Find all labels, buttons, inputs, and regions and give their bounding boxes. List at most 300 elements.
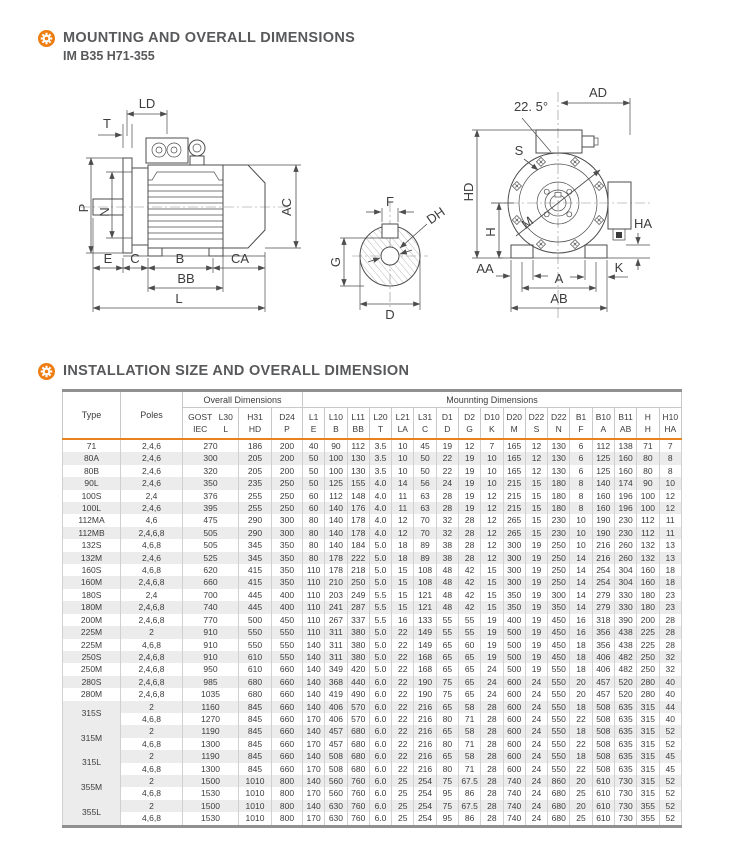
center-hole [381,247,399,265]
dim-value-cell: 15 [392,576,414,588]
type-cell: 315M [63,725,121,750]
dim-value-cell: 680 [347,725,369,737]
dim-value-cell: 63 [414,502,436,514]
dim-value-cell: 315 [637,750,659,762]
dim-value-cell: 28 [481,812,503,826]
dim-value-cell: 254 [414,812,436,826]
dim-value-cell: 38 [436,539,458,551]
table-row [63,663,682,675]
dim-value-cell: 15 [392,601,414,613]
dim-value-cell: 250 [548,539,570,551]
dim-value-cell: 600 [503,738,525,750]
table-row [63,614,682,626]
dim-value-cell: 680 [548,787,570,799]
dim-value-cell: 350 [272,564,303,576]
dim-value-cell: 65 [436,750,458,762]
dim-value-cell: 610 [239,651,272,663]
dim-value-cell: 80 [436,713,458,725]
dim-value-cell: 22 [392,750,414,762]
dim-value-cell: 304 [614,564,636,576]
dim-value-cell: 740 [503,775,525,787]
dim-value-cell: 140 [303,800,325,812]
dim-value-cell: 8 [570,502,592,514]
cooling-fins [148,185,223,239]
dim-value-cell: 1010 [239,787,272,799]
poles-cell: 4,6,8 [121,639,183,651]
dim-value-cell: 265 [503,527,525,539]
type-cell: 315L [63,750,121,775]
dim-value-cell: 740 [503,800,525,812]
dim-label-ad: AD [588,85,608,100]
dim-value-cell: 28 [481,787,503,799]
dim-value-cell: 15 [481,564,503,576]
terminal-box-front [536,130,582,153]
column-header: L1 E [303,408,325,440]
dim-value-cell: 19 [525,626,547,638]
dim-value-cell: 160 [592,490,614,502]
poles-cell: 2,4,6 [121,477,183,489]
dim-value-cell: 222 [347,552,369,564]
dim-value-cell: 52 [659,775,682,787]
dim-value-cell: 482 [614,663,636,675]
dim-value-cell: 910 [183,626,239,638]
dim-value-cell: 174 [614,477,636,489]
dim-label-n: N [97,207,112,217]
dim-value-cell: 600 [503,676,525,688]
dim-value-cell: 18 [659,564,682,576]
dim-value-cell: 910 [183,639,239,651]
dim-value-cell: 311 [325,651,347,663]
dim-value-cell: 170 [303,812,325,826]
dim-value-cell: 22 [392,701,414,713]
dim-value-cell: 660 [272,688,303,700]
dim-value-cell: 15 [481,589,503,601]
dim-value-cell: 19 [481,626,503,638]
l-column-labels: L30 L [218,412,233,434]
dim-value-cell: 457 [592,676,614,688]
dim-value-cell: 680 [239,676,272,688]
dim-value-cell: 32 [436,514,458,526]
dim-value-cell: 24 [525,763,547,775]
dim-value-cell: 178 [347,527,369,539]
dim-value-cell: 180 [637,601,659,613]
dim-value-cell: 1300 [183,763,239,775]
dim-value-cell: 10 [570,514,592,526]
dim-value-cell: 180 [548,477,570,489]
dim-value-cell: 11 [392,490,414,502]
dim-value-cell: 8 [659,465,682,477]
type-cell: 112MB [63,527,121,539]
dim-value-cell: 315 [637,775,659,787]
type-cell: 225M [63,626,121,638]
dim-value-cell: 28 [481,713,503,725]
dim-value-cell: 520 [614,688,636,700]
dim-value-cell: 52 [659,738,682,750]
dim-value-cell: 600 [503,763,525,775]
dim-value-cell: 110 [303,614,325,626]
dim-value-cell: 356 [592,626,614,638]
dim-value-cell: 89 [414,539,436,551]
dim-value-cell: 550 [548,713,570,725]
dim-value-cell: 24 [525,787,547,799]
dim-value-cell: 300 [503,539,525,551]
dim-value-cell: 32 [659,651,682,663]
dim-value-cell: 80 [303,552,325,564]
dim-value-cell: 112 [347,439,369,452]
dim-value-cell: 24 [525,750,547,762]
dim-value-cell: 315 [637,763,659,775]
dim-value-cell: 140 [303,651,325,663]
dim-value-cell: 5.0 [369,564,391,576]
dim-value-cell: 22 [392,651,414,663]
dim-value-cell: 1500 [183,800,239,812]
dim-value-cell: 760 [347,787,369,799]
poles-cell: 2,4 [121,490,183,502]
dim-value-cell: 18 [570,750,592,762]
dim-value-cell: 6.0 [369,775,391,787]
column-header: B11 AB [614,408,636,440]
dim-value-cell: 730 [614,812,636,826]
dim-value-cell: 28 [659,614,682,626]
dim-value-cell: 65 [458,663,480,675]
dim-value-cell: 215 [503,502,525,514]
dim-value-cell: 550 [548,738,570,750]
dim-value-cell: 12 [392,527,414,539]
dim-value-cell: 230 [614,514,636,526]
poles-cell: 2 [121,775,183,787]
dim-value-cell: 255 [239,490,272,502]
dim-value-cell: 65 [458,688,480,700]
column-header: D22 N [548,408,570,440]
dim-value-cell: 19 [481,639,503,651]
dim-value-cell: 149 [414,626,436,638]
right-foot [585,245,607,258]
dim-value-cell: 15 [525,502,547,514]
dim-value-cell: 13 [659,539,682,551]
dim-value-cell: 28 [659,626,682,638]
dim-value-cell: 260 [614,539,636,551]
dim-value-cell: 345 [239,539,272,551]
dim-value-cell: 660 [272,763,303,775]
poles-cell: 4,6,8 [121,539,183,551]
dim-value-cell: 6 [570,465,592,477]
dim-value-cell: 290 [239,527,272,539]
dim-value-cell: 110 [303,626,325,638]
dim-value-cell: 12 [525,439,547,452]
dim-value-cell: 110 [303,564,325,576]
dim-value-cell: 65 [458,676,480,688]
dim-value-cell: 80 [303,527,325,539]
dim-value-cell: 10 [481,452,503,464]
dim-value-cell: 216 [592,539,614,551]
dim-value-cell: 1010 [239,775,272,787]
dim-value-cell: 22 [570,738,592,750]
dim-value-cell: 28 [436,502,458,514]
dim-value-cell: 254 [414,800,436,812]
bolt-hole [536,157,545,166]
dim-value-cell: 1270 [183,713,239,725]
dim-value-cell: 14 [570,576,592,588]
dim-value-cell: 108 [414,564,436,576]
dim-value-cell: 660 [272,713,303,725]
dim-value-cell: 457 [325,738,347,750]
poles-cell: 2,4,6,8 [121,651,183,663]
dim-value-cell: 508 [592,725,614,737]
poles-cell: 2,4,6,8 [121,676,183,688]
dim-value-cell: 45 [659,763,682,775]
dim-value-cell: 349 [325,663,347,675]
dim-value-cell: 22 [392,676,414,688]
dimensions-table-container [62,389,682,828]
dim-value-cell: 65 [436,701,458,713]
dim-value-cell: 610 [592,800,614,812]
dim-value-cell: 18 [659,576,682,588]
dim-value-cell: 300 [503,576,525,588]
dim-value-cell: 80 [637,465,659,477]
dim-value-cell: 22 [392,688,414,700]
dim-value-cell: 1530 [183,787,239,799]
dim-value-cell: 318 [592,614,614,626]
dim-value-cell: 5.0 [369,552,391,564]
type-cell: 132M [63,552,121,564]
dim-value-cell: 6.0 [369,800,391,812]
dim-value-cell: 635 [614,713,636,725]
dim-value-cell: 5.0 [369,539,391,551]
dim-value-cell: 190 [414,688,436,700]
dim-value-cell: 4.0 [369,477,391,489]
dim-label-p: P [76,203,91,213]
dim-value-cell: 10 [392,452,414,464]
dim-value-cell: 50 [414,465,436,477]
dim-value-cell: 28 [481,701,503,713]
dim-label-ca: CA [230,251,250,266]
dim-value-cell: 300 [503,564,525,576]
dim-value-cell: 7 [481,439,503,452]
dim-value-cell: 132 [637,539,659,551]
dim-value-cell: 550 [272,651,303,663]
dim-value-cell: 52 [659,812,682,826]
column-header: L21 LA [392,408,414,440]
dim-value-cell: 24 [436,477,458,489]
dim-value-cell: 25 [392,787,414,799]
type-cell: 225M [63,639,121,651]
overall-dimensions-group-header: Overall Dimensions [183,391,303,408]
dim-value-cell: 250 [637,651,659,663]
dim-value-cell: 300 [183,452,239,464]
dim-value-cell: 140 [303,639,325,651]
poles-cell: 2,4,6,8 [121,663,183,675]
dim-value-cell: 376 [183,490,239,502]
dim-value-cell: 24 [525,688,547,700]
dim-value-cell: 12 [392,514,414,526]
dim-value-cell: 10 [392,439,414,452]
dim-value-cell: 3.5 [369,439,391,452]
dim-value-cell: 80 [303,539,325,551]
dim-value-cell: 16 [392,614,414,626]
dim-value-cell: 140 [303,663,325,675]
dim-value-cell: 140 [325,527,347,539]
poles-cell: 2,4,6 [121,439,183,452]
poles-cell: 2,4,6 [121,552,183,564]
dim-value-cell: 15 [392,564,414,576]
dim-value-cell: 160 [592,502,614,514]
dim-value-cell: 71 [458,738,480,750]
dim-value-cell: 610 [592,775,614,787]
poles-cell: 4,6,8 [121,713,183,725]
dim-value-cell: 380 [347,651,369,663]
dim-value-cell: 67.5 [458,775,480,787]
dim-value-cell: 216 [414,750,436,762]
dim-value-cell: 28 [659,639,682,651]
dim-value-cell: 155 [347,477,369,489]
dim-value-cell: 438 [614,639,636,651]
dim-value-cell: 450 [548,639,570,651]
page-title: MOUNTING AND OVERALL DIMENSIONS [63,30,356,46]
dim-value-cell: 630 [325,800,347,812]
dim-value-cell: 121 [414,589,436,601]
dim-value-cell: 18 [570,639,592,651]
dim-value-cell: 25 [570,787,592,799]
dim-value-cell: 14 [392,477,414,489]
dim-value-cell: 18 [570,701,592,713]
dim-value-cell: 24 [525,701,547,713]
dim-value-cell: 205 [239,465,272,477]
dim-value-cell: 170 [303,787,325,799]
dim-value-cell: 45 [659,750,682,762]
dim-value-cell: 24 [481,688,503,700]
dim-value-cell: 19 [525,651,547,663]
table-row [63,439,682,452]
dim-value-cell: 210 [325,576,347,588]
table-row [63,576,682,588]
dim-value-cell: 1010 [239,800,272,812]
dim-value-cell: 500 [503,639,525,651]
dim-value-cell: 550 [548,763,570,775]
dim-value-cell: 190 [592,527,614,539]
dim-value-cell: 419 [325,688,347,700]
dim-value-cell: 178 [347,514,369,526]
dim-value-cell: 19 [458,477,480,489]
dim-value-cell: 508 [592,750,614,762]
dim-value-cell: 5.0 [369,651,391,663]
dim-value-cell: 10 [392,465,414,477]
dim-value-cell: 42 [458,601,480,613]
dim-value-cell: 279 [592,589,614,601]
dim-value-cell: 100 [637,502,659,514]
dim-value-cell: 1035 [183,688,239,700]
dim-value-cell: 19 [525,539,547,551]
column-header-p: D24 P [272,408,303,440]
dim-value-cell: 3.5 [369,452,391,464]
dim-value-cell: 180 [548,490,570,502]
dim-value-cell: 55 [436,614,458,626]
dim-value-cell: 660 [272,725,303,737]
dim-value-cell: 48 [436,601,458,613]
dim-value-cell: 260 [614,552,636,564]
dim-value-cell: 190 [414,676,436,688]
dim-value-cell: 680 [347,763,369,775]
dim-value-cell: 660 [183,576,239,588]
dim-value-cell: 130 [347,465,369,477]
dim-value-cell: 24 [525,725,547,737]
bolt-hole [595,181,604,190]
dim-value-cell: 12 [525,452,547,464]
dim-value-cell: 600 [503,688,525,700]
dim-value-cell: 525 [183,552,239,564]
dim-value-cell: 125 [325,477,347,489]
dim-value-cell: 10 [570,527,592,539]
poles-cell: 2,4,6 [121,502,183,514]
dim-value-cell: 19 [525,639,547,651]
dim-value-cell: 18 [570,651,592,663]
dim-value-cell: 250 [548,552,570,564]
dim-value-cell: 170 [303,738,325,750]
dim-value-cell: 19 [458,502,480,514]
dim-value-cell: 42 [458,589,480,601]
dim-value-cell: 12 [659,502,682,514]
dim-value-cell: 71 [637,439,659,452]
dim-value-cell: 350 [548,601,570,613]
dim-value-cell: 19 [525,576,547,588]
dim-value-cell: 19 [436,439,458,452]
dim-value-cell: 760 [347,775,369,787]
dim-value-cell: 400 [272,589,303,601]
dim-value-cell: 660 [272,701,303,713]
dim-value-cell: 28 [481,750,503,762]
dim-value-cell: 42 [458,564,480,576]
dim-value-cell: 52 [659,725,682,737]
dim-value-cell: 19 [525,552,547,564]
dim-value-cell: 170 [303,763,325,775]
table-row [63,812,682,826]
dim-value-cell: 40 [303,439,325,452]
dim-value-cell: 304 [614,576,636,588]
dim-value-cell: 315 [637,701,659,713]
dim-value-cell: 5.5 [369,601,391,613]
dim-label-e: E [103,251,113,266]
dim-value-cell: 112 [325,490,347,502]
dim-value-cell: 19 [458,452,480,464]
dim-value-cell: 6 [570,439,592,452]
dim-value-cell: 40 [659,688,682,700]
dim-value-cell: 65 [436,639,458,651]
dim-value-cell: 23 [659,589,682,601]
dim-value-cell: 16 [570,614,592,626]
dim-value-cell: 420 [347,663,369,675]
dim-value-cell: 254 [414,775,436,787]
dim-value-cell: 635 [614,750,636,762]
dim-value-cell: 5.0 [369,639,391,651]
dim-label-a: A [554,271,564,286]
dim-value-cell: 700 [183,589,239,601]
dim-value-cell: 550 [548,725,570,737]
fan-cowl [223,165,265,248]
dim-value-cell: 50 [303,465,325,477]
dim-value-cell: 845 [239,738,272,750]
dim-value-cell: 680 [347,738,369,750]
dim-value-cell: 184 [347,539,369,551]
dim-value-cell: 560 [325,787,347,799]
dim-value-cell: 45 [414,439,436,452]
dim-value-cell: 138 [614,439,636,452]
dim-value-cell: 550 [548,750,570,762]
bolt-hole [571,240,580,249]
dim-value-cell: 65 [436,663,458,675]
poles-cell: 4,6,8 [121,564,183,576]
dim-value-cell: 14 [570,564,592,576]
dim-value-cell: 22 [392,763,414,775]
dim-value-cell: 130 [548,465,570,477]
